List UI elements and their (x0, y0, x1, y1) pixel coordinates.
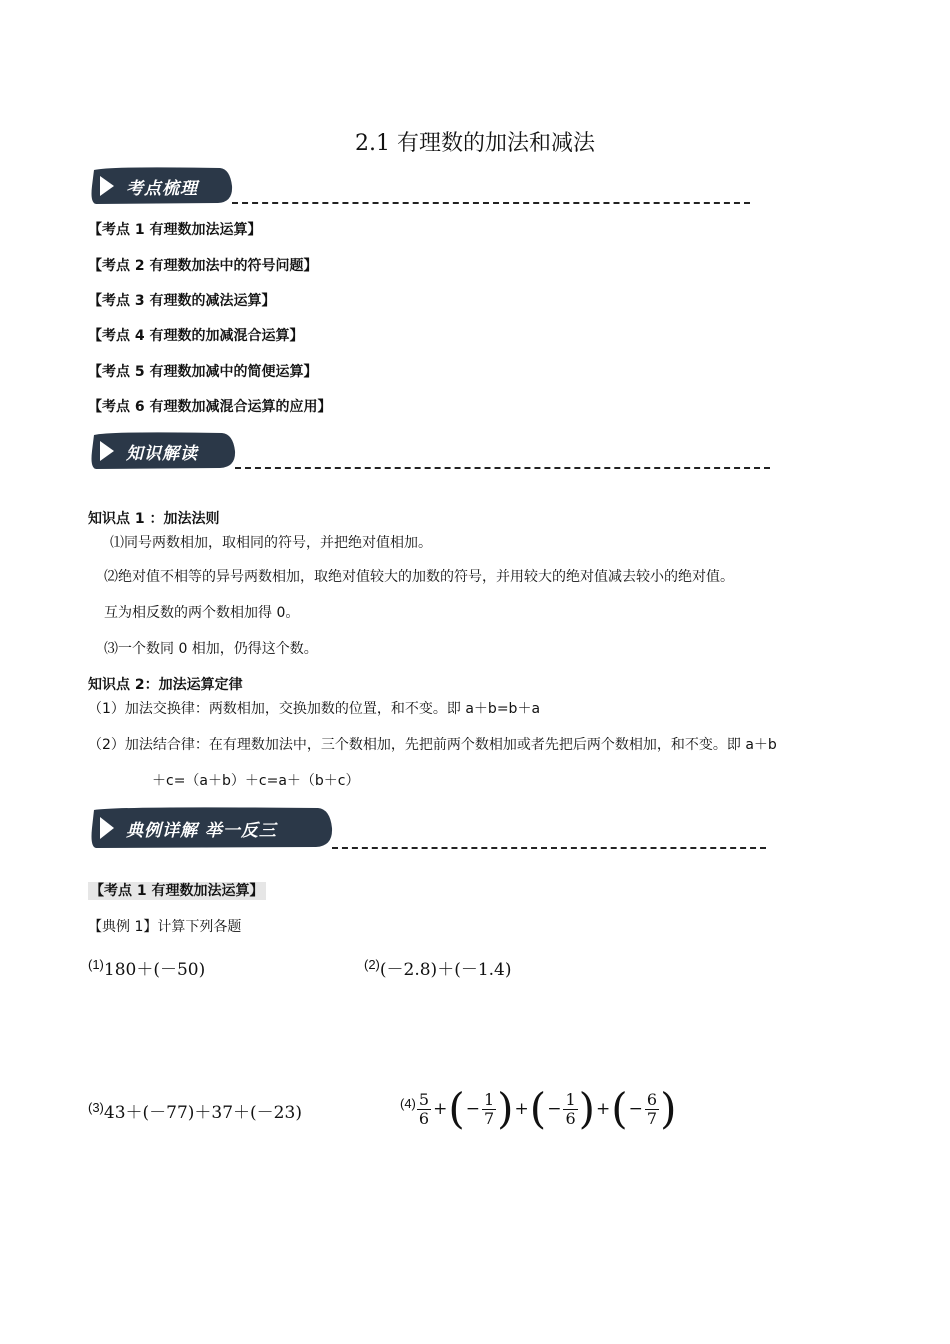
problem-number: (4) (400, 1096, 416, 1111)
kaodian-item-4: 【考点 4 有理数的加减混合运算】 (88, 328, 304, 344)
kaodian-item-5: 【考点 5 有理数加减中的简便运算】 (88, 364, 318, 380)
knowledge-2-line: ＋c=（a＋b）＋c=a＋（b＋c） (152, 773, 360, 789)
example-label: 【典例 1】计算下列各题 (88, 919, 242, 935)
banner-label: 典例详解 举一反三 (126, 821, 277, 841)
problem-1 (88, 955, 205, 980)
problem-number: (3) (88, 1100, 104, 1115)
knowledge-1-heading: 知识点 1 ：加法法则 (88, 511, 220, 527)
section-banner-zhishi (90, 431, 238, 471)
knowledge-1-line: ⑵绝对值不相等的异号两数相加，取绝对值较大的加数的符号，并用较大的绝对值减去较小的绝对值。 (104, 569, 734, 585)
banner-label: 知识解读 (126, 444, 198, 464)
example-kaodian: 【考点 1 有理数加法运算】 (90, 883, 264, 899)
knowledge-1-line: ⑶一个数同 0 相加，仍得这个数。 (104, 641, 318, 657)
kaodian-item-1: 【考点 1 有理数加法运算】 (88, 222, 262, 238)
knowledge-2-line: （2）加法结合律：在有理数加法中，三个数相加，先把前两个数相加或者先把后两个数相加，和不变。即 a＋b (88, 737, 777, 753)
problem-2 (364, 955, 512, 980)
fraction: $\frac{6}{7}$ (646, 1089, 658, 1128)
knowledge-2-heading: 知识点 2：加法运算定律 (88, 677, 243, 693)
dashed-divider (232, 202, 750, 204)
fraction: $\frac{5}{6}$ (418, 1089, 430, 1128)
fraction: $\frac{1}{7}$ (483, 1089, 495, 1128)
kaodian-item-3: 【考点 3 有理数的减法运算】 (88, 293, 276, 309)
problem-expression: 180＋(－50) (103, 960, 206, 980)
fraction: $\frac{1}{6}$ (565, 1089, 576, 1128)
section-banner-dianli (90, 806, 335, 846)
page-title: 2.1 有理数的加法和减法 (355, 131, 595, 156)
knowledge-1-line: 互为相反数的两个数相加得 0。 (104, 605, 300, 621)
problem-number: (2) (364, 957, 380, 972)
banner-label: 考点梳理 (126, 179, 198, 199)
dashed-divider (235, 467, 770, 469)
kaodian-item-6: 【考点 6 有理数加减混合运算的应用】 (88, 399, 332, 415)
problem-expression: 43＋(－77)＋37＋(－23) (103, 1103, 302, 1123)
section-banner-kaodian (90, 166, 235, 206)
dashed-divider (332, 847, 766, 849)
problem-4: (4) $\frac{5}{6}$ + ( − $\frac{1}{7}$ ) + ( − $\frac{1}{6}$ ) + ( − $\frac{6}{7}$ ) (400, 1084, 677, 1133)
problem-3 (88, 1098, 302, 1123)
problem-number: (1) (88, 957, 104, 972)
knowledge-1-line: ⑴同号两数相加，取相同的符号，并把绝对值相加。 (110, 535, 432, 551)
kaodian-item-2: 【考点 2 有理数加法中的符号问题】 (88, 258, 318, 274)
problem-expression: (－2.8)＋(－1.4) (379, 960, 512, 980)
knowledge-2-line: （1）加法交换律：两数相加，交换加数的位置，和不变。即 a＋b=b＋a (88, 701, 541, 717)
